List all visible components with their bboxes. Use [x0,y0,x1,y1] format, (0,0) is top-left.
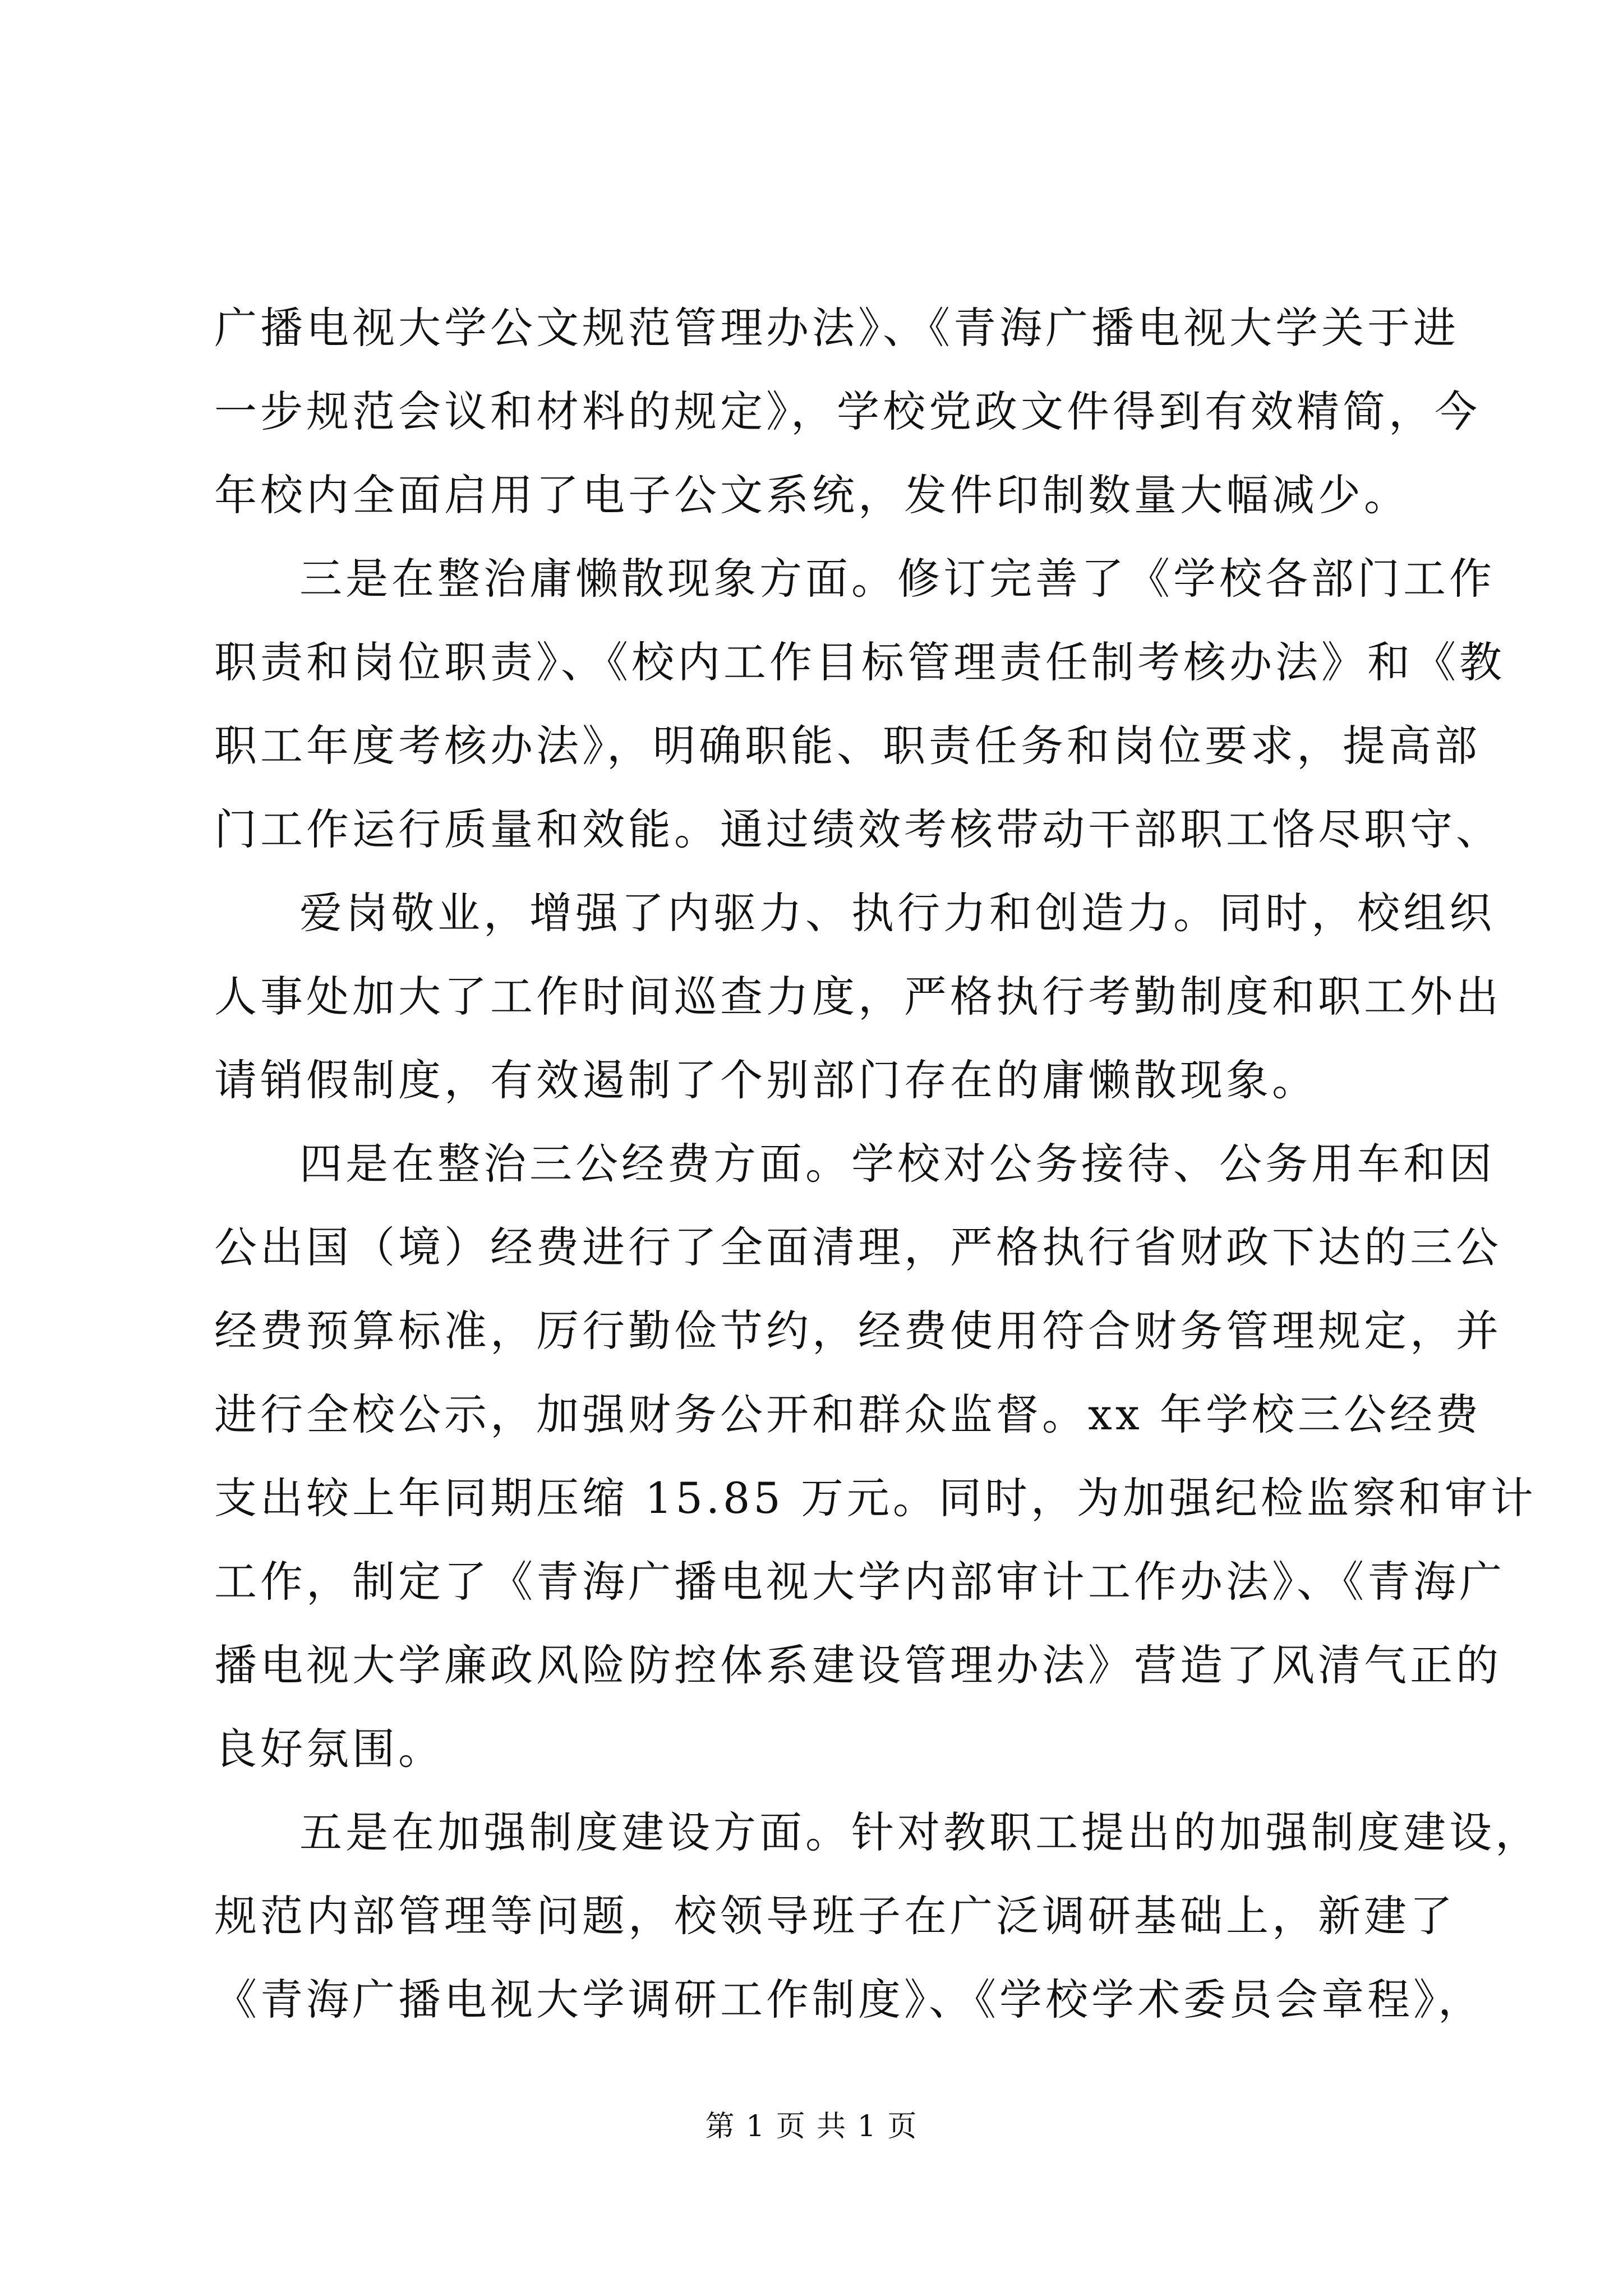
text-line: 规范内部管理等问题，校领导班子在广泛调研基础上，新建了 [214,1891,1456,1941]
text-line: 一步规范会议和材料的规定》，学校党政文件得到有效精简，今 [214,386,1481,436]
text-line: 工作，制定了《青海广播电视大学内部审计工作办法》、《青海广 [214,1557,1505,1607]
text-line: 职责和岗位职责》、《校内工作目标管理责任制考核办法》和《教 [214,637,1505,687]
text-line: 职工年度考核办法》，明确职能、职责任务和岗位要求，提高部 [214,721,1481,771]
paragraph-start-line: 三是在整治庸懒散现象方面。修订完善了《学校各部门工作 [299,554,1495,604]
page-footer [0,2107,1623,2146]
text-line: 《青海广播电视大学调研工作制度》、《学校学术委员会章程》， [214,1975,1484,2024]
paragraph-start-line: 爱岗敬业，增强了内驱力、执行力和创造力。同时，校组织 [299,888,1495,938]
body-text [214,286,1541,2041]
text-line: 请销假制度，有效遏制了个别部门存在的庸懒散现象。 [214,1055,1318,1105]
text-line: 经费预算标准，厉行勤俭节约，经费使用符合财务管理规定，并 [214,1306,1502,1356]
text-line: 良好氛围。 [214,1724,444,1774]
text-line: 播电视大学廉政风险防控体系建设管理办法》营造了风清气正的 [214,1640,1502,1690]
text-line: 人事处加大了工作时间巡查力度，严格执行考勤制度和职工外出 [214,972,1502,1022]
text-line: 进行全校公示，加强财务公开和群众监督。xx 年学校三公经费 [214,1389,1482,1439]
page-number-label: 第 1 页 共 1 页 [705,2110,918,2143]
text-line: 年校内全面启用了电子公文系统，发件印制数量大幅减少。 [214,470,1410,520]
text-line: 门工作运行质量和效能。通过绩效考核带动干部职工恪尽职守、 [214,804,1502,854]
text-line: 广播电视大学公文规范管理办法》、《青海广播电视大学关于进 [214,303,1459,353]
paragraph-start-line: 四是在整治三公经费方面。学校对公务接待、公务用车和因 [299,1139,1495,1189]
text-line: 公出国（境）经费进行了全面清理，严格执行省财政下达的三公 [214,1222,1502,1272]
paragraph-start-line: 五是在加强制度建设方面。针对教职工提出的加强制度建设， [299,1807,1541,1857]
text-line: 支出较上年同期压缩 15.85 万元。同时，为加强纪检监察和审计 [214,1473,1537,1523]
